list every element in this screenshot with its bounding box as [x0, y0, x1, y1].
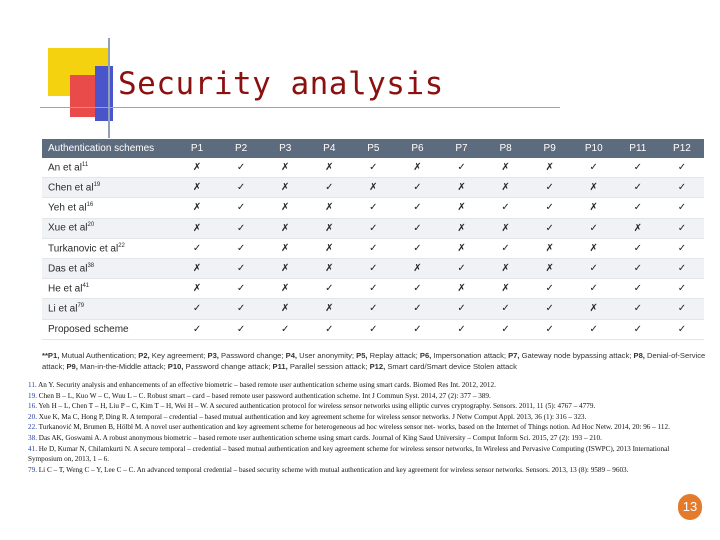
decor-horizontal-line [40, 107, 560, 108]
scheme-ref-superscript: 11 [81, 161, 89, 168]
cross-icon: ✗ [484, 279, 528, 299]
legend-key: P11, [272, 362, 288, 371]
check-icon: ✓ [395, 299, 439, 319]
check-icon: ✓ [395, 218, 439, 238]
scheme-name: Li et al [48, 303, 78, 315]
reference-number: 16. [28, 402, 37, 411]
check-icon: ✓ [351, 218, 395, 238]
check-icon: ✓ [572, 319, 616, 339]
references-list [28, 380, 700, 475]
cross-icon: ✗ [263, 178, 307, 198]
check-icon: ✓ [660, 299, 704, 319]
scheme-name: Yeh et al [48, 202, 87, 214]
cross-icon: ✗ [439, 198, 483, 218]
scheme-name: Chen et al [48, 182, 94, 194]
check-icon: ✓ [175, 299, 219, 319]
reference-text: Li C – T, Weng C – Y, Lee C – C. An advanced temporal credential – based security scheme with mutual authentication and key agreement for wireless sensor networks. Sensors. 2013, 13 (8): 9589 – 9603. [36, 465, 629, 474]
cross-icon: ✗ [263, 218, 307, 238]
check-icon: ✓ [616, 198, 660, 218]
table-header-cell: P6 [395, 139, 439, 158]
legend-description: Replay attack; [367, 351, 420, 360]
security-comparison-table [42, 139, 704, 340]
scheme-ref-superscript: 41 [82, 283, 90, 290]
legend-key: P9, [66, 362, 78, 371]
cross-icon: ✗ [263, 258, 307, 278]
table-header-cell: P10 [572, 139, 616, 158]
table-header-cell: P2 [219, 139, 263, 158]
check-icon: ✓ [219, 178, 263, 198]
cross-icon: ✗ [395, 258, 439, 278]
scheme-ref-superscript: 19 [93, 182, 101, 189]
cross-icon: ✗ [307, 299, 351, 319]
table-header-cell: Authentication schemes [42, 139, 175, 158]
reference-text: Turkanović M, Brumen B, Hölbl M. A novel user authentication and key agreement scheme for heterogeneous ad hoc wireless sensor net- works, based on the Internet of Things notion. Ad Hoc Netw. 2014, 20: 96 – 112. [36, 423, 670, 432]
table-row [42, 178, 704, 198]
cross-icon: ✗ [307, 158, 351, 178]
reference-item [28, 391, 700, 402]
reference-text: He D, Kumar N, Chilamkurti N. A secure temporal – credential – based mutual authentication and key agreement scheme for wireless sensor networks, In Wireless and Pervasive Computing (ISWPC), 2013 International Symposium on, 2013, 1 – 6. [28, 444, 670, 464]
cross-icon: ✗ [175, 258, 219, 278]
check-icon: ✓ [572, 279, 616, 299]
check-icon: ✓ [660, 258, 704, 278]
reference-item [28, 433, 700, 444]
decor-vertical-line [108, 38, 110, 138]
scheme-name-cell [42, 279, 175, 299]
cross-icon: ✗ [263, 238, 307, 258]
check-icon: ✓ [263, 319, 307, 339]
check-icon: ✓ [351, 158, 395, 178]
reference-text: An Y. Security analysis and enhancements of an effective biometric – based remote user authentication scheme using smart cards. Biomed Res Int. 2012, 2012. [36, 381, 496, 389]
check-icon: ✓ [660, 158, 704, 178]
legend-description: Key agreement; [149, 351, 208, 360]
check-icon: ✓ [484, 198, 528, 218]
legend-description: Denial-of-Service attack; [42, 351, 706, 371]
page-number-badge: 13 [678, 494, 702, 520]
reference-item [28, 465, 700, 476]
scheme-name: He et al [48, 283, 83, 295]
table-header-cell: P11 [616, 139, 660, 158]
check-icon: ✓ [528, 218, 572, 238]
check-icon: ✓ [395, 198, 439, 218]
cross-icon: ✗ [263, 299, 307, 319]
check-icon: ✓ [660, 178, 704, 198]
legend-key: **P1, [42, 351, 60, 360]
check-icon: ✓ [660, 319, 704, 339]
check-icon: ✓ [175, 238, 219, 258]
table-row [42, 198, 704, 218]
check-icon: ✓ [351, 279, 395, 299]
legend-description: User anonymity; [297, 351, 357, 360]
legend-description: Parallel session attack; [287, 362, 370, 371]
cross-icon: ✗ [307, 258, 351, 278]
reference-text: Das AK, Goswami A. A robust anonymous biometric – based remote user authentication scheme using smart cards. Journal of King Saud University – Comput Inform Sci. 2015, 27 (2): 193 – 210. [36, 433, 602, 442]
table-row [42, 319, 704, 339]
check-icon: ✓ [660, 198, 704, 218]
table-row [42, 218, 704, 238]
check-icon: ✓ [528, 198, 572, 218]
cross-icon: ✗ [263, 158, 307, 178]
check-icon: ✓ [616, 319, 660, 339]
check-icon: ✓ [616, 238, 660, 258]
check-icon: ✓ [307, 178, 351, 198]
reference-text: Chen B – L, Kuo W – C, Wuu L – C. Robust smart – card – based remote user password authentication scheme. Int J Commun Syst. 2014, 27 (2): 377 – 389. [36, 391, 491, 400]
cross-icon: ✗ [175, 279, 219, 299]
legend-key: P5, [356, 351, 368, 360]
table-header-cell: P3 [263, 139, 307, 158]
cross-icon: ✗ [484, 178, 528, 198]
scheme-ref-superscript: 79 [77, 303, 85, 310]
cross-icon: ✗ [175, 218, 219, 238]
check-icon: ✓ [395, 178, 439, 198]
legend-description: Smart card/Smart device Stolen attack [385, 362, 517, 371]
reference-number: 38. [28, 433, 37, 442]
cross-icon: ✗ [175, 178, 219, 198]
reference-number: 19. [28, 391, 37, 400]
check-icon: ✓ [572, 218, 616, 238]
check-icon: ✓ [572, 158, 616, 178]
check-icon: ✓ [484, 319, 528, 339]
cross-icon: ✗ [351, 178, 395, 198]
scheme-name-cell [42, 178, 175, 198]
check-icon: ✓ [395, 319, 439, 339]
table-header-cell: P5 [351, 139, 395, 158]
cross-icon: ✗ [395, 158, 439, 178]
check-icon: ✓ [660, 218, 704, 238]
check-icon: ✓ [439, 158, 483, 178]
legend-key: P8, [633, 351, 645, 360]
check-icon: ✓ [528, 299, 572, 319]
check-icon: ✓ [616, 258, 660, 278]
scheme-ref-superscript: 16 [86, 202, 94, 209]
reference-item [28, 380, 700, 391]
reference-item [28, 401, 700, 412]
legend-key: P4, [285, 351, 298, 360]
scheme-name-cell [42, 299, 175, 319]
scheme-name-cell [42, 238, 175, 258]
legend-description: Password change attack; [183, 362, 273, 371]
cross-icon: ✗ [263, 279, 307, 299]
cross-icon: ✗ [439, 238, 483, 258]
reference-number: 22. [28, 423, 37, 432]
scheme-name: Xue et al [48, 222, 88, 234]
cross-icon: ✗ [307, 238, 351, 258]
check-icon: ✓ [219, 279, 263, 299]
scheme-name-cell [42, 258, 175, 278]
reference-number: 41. [28, 444, 37, 453]
check-icon: ✓ [528, 319, 572, 339]
scheme-ref-superscript: 38 [87, 262, 95, 269]
check-icon: ✓ [351, 238, 395, 258]
legend-description: Mutual Authentication; [59, 351, 139, 360]
check-icon: ✓ [616, 158, 660, 178]
check-icon: ✓ [395, 238, 439, 258]
table-header-cell: P12 [660, 139, 704, 158]
legend-description: Man-in-the-Middle attack; [77, 362, 168, 371]
cross-icon: ✗ [528, 158, 572, 178]
table-header-cell: P9 [528, 139, 572, 158]
table-body [42, 158, 704, 339]
check-icon: ✓ [572, 258, 616, 278]
legend-key: P6, [419, 351, 432, 360]
check-icon: ✓ [484, 299, 528, 319]
check-icon: ✓ [439, 258, 483, 278]
reference-number: 79. [28, 465, 37, 474]
scheme-name: Das et al [48, 263, 88, 275]
check-icon: ✓ [395, 279, 439, 299]
check-icon: ✓ [307, 319, 351, 339]
check-icon: ✓ [616, 178, 660, 198]
scheme-name: An et al [48, 162, 82, 174]
legend-description: Gateway node bypassing attack; [519, 351, 634, 360]
table-row [42, 299, 704, 319]
check-icon: ✓ [439, 319, 483, 339]
table-header-cell: P7 [439, 139, 483, 158]
check-icon: ✓ [528, 178, 572, 198]
table-row [42, 258, 704, 278]
scheme-name-cell [42, 319, 175, 339]
cross-icon: ✗ [528, 238, 572, 258]
legend-description: Password change; [218, 351, 286, 360]
check-icon: ✓ [219, 198, 263, 218]
scheme-ref-superscript: 20 [87, 222, 95, 229]
cross-icon: ✗ [439, 218, 483, 238]
cross-icon: ✗ [307, 218, 351, 238]
table-footnote-legend [42, 350, 706, 372]
cross-icon: ✗ [484, 158, 528, 178]
cross-icon: ✗ [572, 299, 616, 319]
check-icon: ✓ [219, 218, 263, 238]
check-icon: ✓ [616, 279, 660, 299]
check-icon: ✓ [219, 258, 263, 278]
scheme-name-cell [42, 218, 175, 238]
reference-text: Xue K, Ma C, Hong P, Ding R. A temporal – credential – based mutual authentication and key agreement scheme for wireless sensor networks. J Netw Comput Appl. 2013, 36 (1): 316 – 323. [36, 412, 587, 421]
check-icon: ✓ [660, 238, 704, 258]
scheme-name: Proposed scheme [48, 323, 129, 335]
cross-icon: ✗ [439, 178, 483, 198]
cross-icon: ✗ [528, 258, 572, 278]
table-row [42, 238, 704, 258]
reference-item [28, 412, 700, 423]
table-header-cell: P8 [484, 139, 528, 158]
decor-blue-bar [95, 66, 113, 121]
reference-item [28, 422, 700, 433]
cross-icon: ✗ [572, 238, 616, 258]
scheme-ref-superscript: 22 [118, 242, 125, 249]
cross-icon: ✗ [484, 218, 528, 238]
cross-icon: ✗ [175, 158, 219, 178]
check-icon: ✓ [219, 319, 263, 339]
cross-icon: ✗ [616, 218, 660, 238]
cross-icon: ✗ [484, 258, 528, 278]
check-icon: ✓ [219, 158, 263, 178]
reference-number: 11. [28, 381, 37, 389]
check-icon: ✓ [484, 238, 528, 258]
cross-icon: ✗ [572, 178, 616, 198]
check-icon: ✓ [439, 299, 483, 319]
table-header-cell: P4 [307, 139, 351, 158]
check-icon: ✓ [616, 299, 660, 319]
slide-title: Security analysis [118, 66, 444, 102]
legend-key: P10, [167, 362, 184, 371]
cross-icon: ✗ [175, 198, 219, 218]
check-icon: ✓ [219, 299, 263, 319]
check-icon: ✓ [351, 198, 395, 218]
check-icon: ✓ [351, 258, 395, 278]
legend-key: P2, [138, 351, 150, 360]
check-icon: ✓ [219, 238, 263, 258]
table-row [42, 279, 704, 299]
legend-key: P12, [369, 362, 386, 371]
scheme-name-cell [42, 198, 175, 218]
cross-icon: ✗ [307, 198, 351, 218]
check-icon: ✓ [528, 279, 572, 299]
check-icon: ✓ [351, 319, 395, 339]
table-header-row [42, 139, 704, 158]
legend-key: P7, [508, 351, 520, 360]
cross-icon: ✗ [572, 198, 616, 218]
cross-icon: ✗ [263, 198, 307, 218]
legend-key: P3, [207, 351, 219, 360]
check-icon: ✓ [307, 279, 351, 299]
check-icon: ✓ [660, 279, 704, 299]
reference-item [28, 444, 700, 465]
check-icon: ✓ [175, 319, 219, 339]
check-icon: ✓ [351, 299, 395, 319]
reference-text: Yeh H – L, Chen T – H, Liu P – C, Kim T – H, Wei H – W. A secured authentication protocol for wireless sensor networks using elliptic curves cryptography. Sensors. 2011, 11 (5): 4767 – 4779. [36, 402, 596, 411]
scheme-name: Turkanovic et al [48, 243, 119, 254]
scheme-name-cell [42, 158, 175, 178]
cross-icon: ✗ [439, 279, 483, 299]
reference-number: 20. [28, 412, 37, 421]
table-row [42, 158, 704, 178]
legend-description: Impersonation attack; [431, 351, 509, 360]
table-header-cell: P1 [175, 139, 219, 158]
